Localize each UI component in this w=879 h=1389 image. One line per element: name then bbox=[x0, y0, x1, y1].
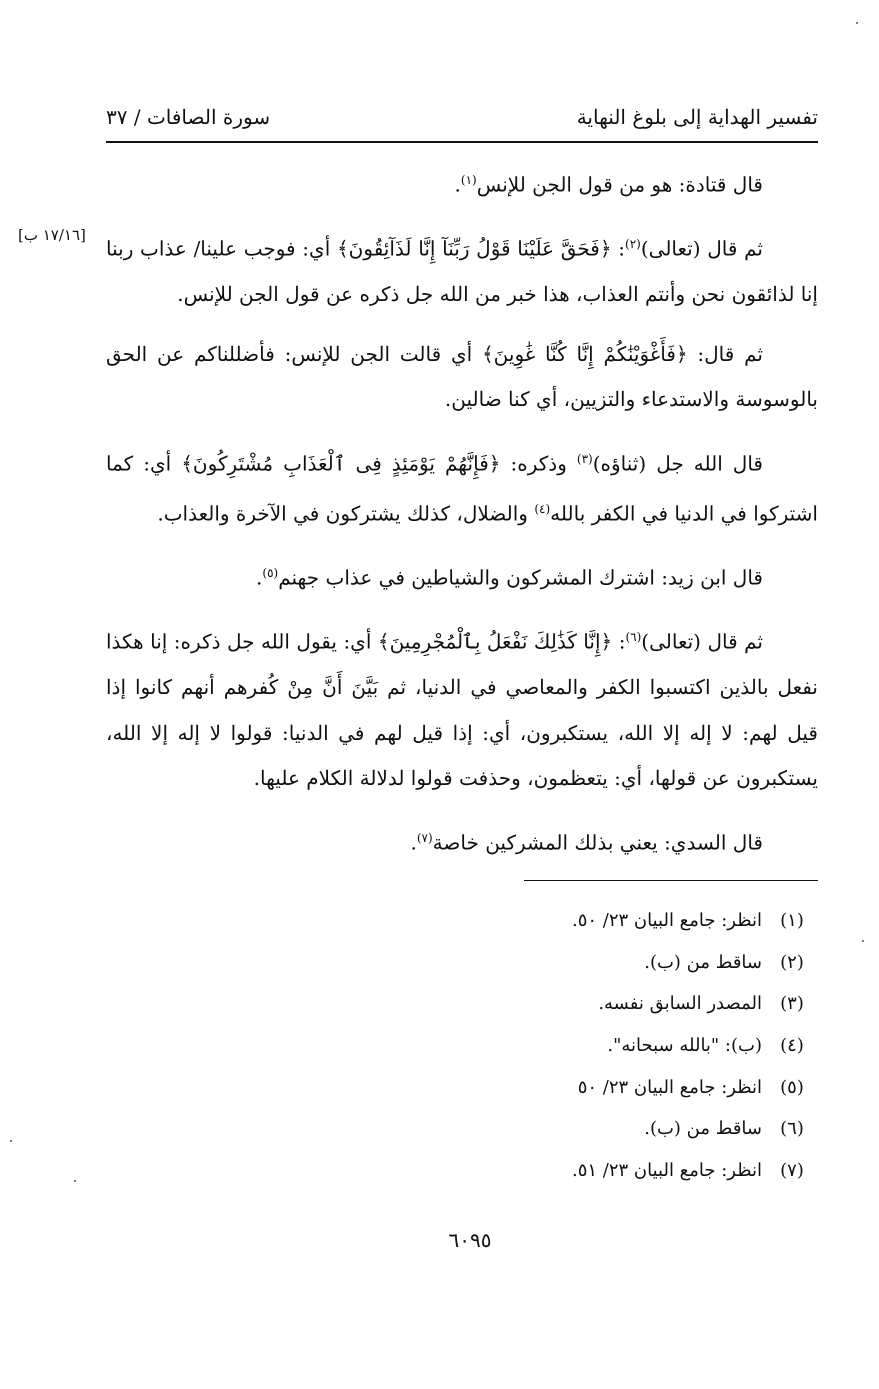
footnote-number: (١) bbox=[780, 910, 804, 932]
paragraph: قال قتادة: هو من قول الجن للإنس$^{(١)}$. bbox=[454, 172, 763, 197]
paragraph: قال ابن زيد: اشترك المشركون والشياطين في عذاب جهنم$^{(٥)}$. bbox=[256, 565, 763, 590]
footnote-text: ساقط من (ب). bbox=[644, 951, 762, 973]
footnote bbox=[300, 1066, 822, 1108]
footnote bbox=[300, 900, 822, 942]
footnote bbox=[300, 983, 822, 1025]
footnote-number: (٦) bbox=[780, 1118, 804, 1140]
footnote-number: (٤) bbox=[780, 1035, 804, 1057]
manuscript-folio-note: [١٧/١٦ ب] bbox=[18, 226, 86, 244]
header-divider bbox=[106, 141, 818, 143]
footnote-text: المصدر السابق نفسه. bbox=[598, 993, 762, 1015]
paragraph: ثم قال: ﴿فَأَغْوَيْنَٰكُمْ إِنَّا كُنَّا غَٰوِينَ﴾ أي قالت الجن للإنس: فأضللناكم عن الحق بالوسوسة والاستدعاء والتزيين، أي كنا ضالين. bbox=[106, 341, 818, 412]
page-number: ٦٠٩٥ bbox=[448, 1228, 492, 1252]
footnote-ref[interactable]: (٤) bbox=[534, 501, 551, 516]
paragraph: قال الله جل (ثناؤه)$^{(٣)}$ وذكره: ﴿فَإِنَّهُمْ يَوْمَئِذٍ فِى ٱلْعَذَابِ مُشْتَرِكُونَ﴾ أي: كما اشتركوا في الدنيا في الكفر بالله$^{(٤)}$ والضلال، كذلك يشتركون في الآخرة والعذاب. bbox=[106, 451, 818, 526]
footnote-ref[interactable]: (١) bbox=[460, 173, 477, 187]
footnote-number: (٥) bbox=[780, 1076, 804, 1098]
footnote-number: (٣) bbox=[780, 993, 804, 1015]
paragraph: ثم قال (تعالى)$^{(٦)}$: ﴿إِنَّا كَذَٰلِكَ نَفْعَلُ بِٱلْمُجْرِمِينَ﴾ أي: يقول الله جل ذكره: إنا هكذا نفعل بالذين اكتسبوا الكفر والمعاصي في الدنيا، ثم بَيَّنَ أَنَّ مِنْ كُفرهم أنهم كانوا إذا قيل لهم: لا إله إلا الله، يستكبرون، أي: إذا قيل لهم في الدنيا: قولوا لا إله إلا الله، يستكبرون عن قولها، أي: يتعظمون، وحذفت قولوا لدلالة الكلام عليها. bbox=[106, 629, 818, 791]
footnote bbox=[300, 1150, 822, 1192]
footnote-ref[interactable]: (٥) bbox=[262, 566, 279, 581]
footnote-divider bbox=[524, 880, 818, 881]
book-title: تفسير الهداية إلى بلوغ النهاية bbox=[576, 105, 818, 129]
running-header bbox=[106, 96, 818, 138]
footnote-ref[interactable]: (٦) bbox=[625, 630, 642, 645]
surah-title: سورة الصافات / ٣٧ bbox=[106, 105, 271, 129]
footnote-ref[interactable]: (٧) bbox=[416, 830, 433, 845]
footnote bbox=[300, 1108, 822, 1150]
scan-speck bbox=[74, 1180, 76, 1182]
footnote-text: انظر: جامع البيان ٢٣/ ٥٠ bbox=[577, 1076, 762, 1098]
footnote-number: (٧) bbox=[780, 1159, 804, 1181]
scan-speck bbox=[862, 940, 864, 942]
paragraph: ثم قال (تعالى)$^{(٢)}$: ﴿فَحَقَّ عَلَيْنَا قَوْلُ رَبِّنَآ إِنَّا لَذَآئِقُونَ﴾ أي: فوجب علينا/ عذاب ربنا إنا لذائقون نحن وأنتم العذاب، هذا خبر من الله جل ذكره عن قول الجن للإنس. bbox=[106, 236, 818, 307]
footnote bbox=[300, 942, 822, 984]
footnote-text: انظر: جامع البيان ٢٣/ ٥١. bbox=[571, 1159, 762, 1181]
footnote-text: ساقط من (ب). bbox=[644, 1118, 762, 1140]
paragraph: قال السدي: يعني بذلك المشركين خاصة$^{(٧)}$. bbox=[410, 830, 763, 855]
footnote-number: (٢) bbox=[780, 951, 804, 973]
footnote-text: (ب): "بالله سبحانه". bbox=[607, 1035, 762, 1057]
footnote-ref[interactable]: (٣) bbox=[576, 451, 593, 466]
footnotes bbox=[300, 900, 822, 1191]
scan-speck bbox=[10, 1140, 12, 1142]
footnote-text: انظر: جامع البيان ٢٣/ ٥٠. bbox=[571, 910, 762, 932]
footnote bbox=[300, 1025, 822, 1067]
footnote-ref[interactable]: (٢) bbox=[625, 237, 641, 252]
main-text bbox=[106, 158, 818, 880]
scan-speck bbox=[856, 22, 858, 24]
